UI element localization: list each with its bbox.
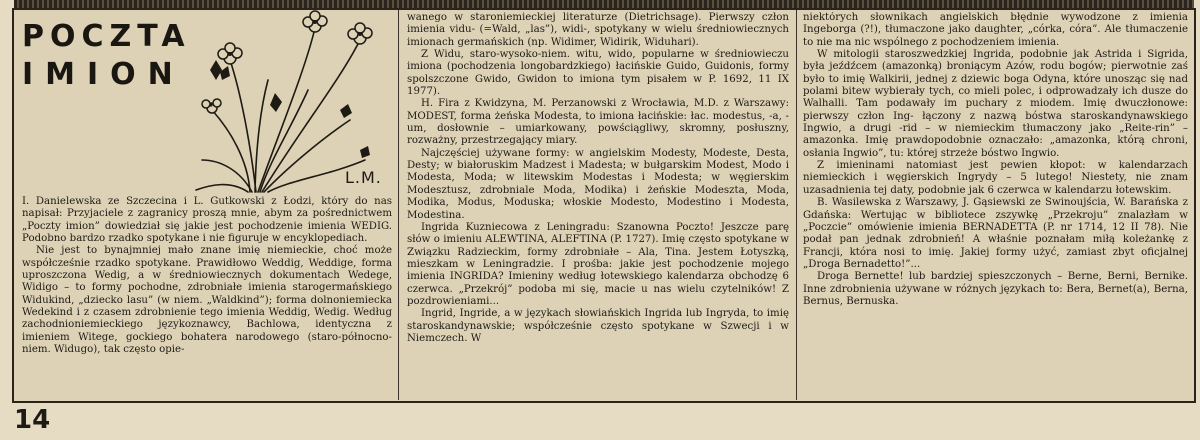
page-number: 14 xyxy=(14,405,51,435)
article-column-1 xyxy=(22,196,392,399)
paragraph: H. Fira z Kwidzyna, M. Perzanowski z Wrocławia, M.D. z Warszawy: MODEST, forma żeńska Modesta, to imiona łacińskie: łac. modestus, -a, -um, dosłownie – umiarkowany, powściągliwy, skromny, posłuszny, rozważny, przestrzegający miary. xyxy=(407,98,789,147)
paragraph: wanego w staroniemieckiej literaturze (Dietrichsage). Pierwszy człon imienia vidu- (=Wald, „las”), widi-, spotykany w wielu średniowiecznych imionach germańskich (np. Widimer, Widirik, Widuhari). xyxy=(407,12,789,48)
paragraph: I. Danielewska ze Szczecina i L. Gutkowski z Łodzi, który do nas napisał: Przyjaciele z zagranicy proszą mnie, abym za pośrednictwem „Poczty imion” dowiedział się jakie jest pochodzenie imienia WEDIG. Podobno bardzo rzadko spotykane i nie figuruje w encyklopediach. xyxy=(22,196,392,245)
paragraph: W mitologii staroszwedzkiej Ingrida, podobnie jak Astrida i Sigrida, była jeźdźcem (amazonką) broniącym Azów, rodu bogów; pierwotnie zaś było to imię Walkirii, jednej z dziewic boga Odyna, które unosząc się nad polami bitew wybierały tych, co mieli polec, i odprowadzały ich dusze do Walhalli. Tam podawały im puchary z miodem. Imię dwuczłonowe: pierwszy człon Ing- łączony z nazwą bóstwa staroskandynawskiego Ingwio, a drugi -rid – w niemieckim tłumaczony jako „Reite-rin” – amazonka. Imię prawdopodobnie oznaczało: „amazonka, którą chroni, osłania Ingwio”, tu: której strzeże bóstwo Ingwio. xyxy=(803,49,1188,159)
paragraph: Z imieninami natomiast jest pewien kłopot: w kalendarzach niemieckich i węgierskich Ingrydy – 5 lutego! Niestety, nie znam uzasadnienia tej daty, podobnie jak 6 czerwca w kalendarzu łotewskim. xyxy=(803,160,1188,196)
paragraph: B. Wasilewska z Warszawy, J. Gąsiewski ze Swinoujścia, W. Barańska z Gdańska: Wertując w bibliotece zszywkę „Przekroju” znalazłam w „Poczcie” omówienie imienia BERNADETTA (P. nr 1714, 12 II 78). Nie podał pan jednak zdrobnień! A właśnie poznałam miłą koleżankę z Francji, która nosi to imię. Jakiej formy użyć, zamiast zbyt oficjalnej „Droga Bernadetto!”... xyxy=(803,197,1188,270)
article-column-3 xyxy=(803,12,1188,400)
column-divider xyxy=(398,10,399,400)
paragraph: Z Widu, staro-wysoko-niem. witu, wido, popularne w średniowieczu imiona (pochodzenia longobardzkiego) łacińskie Guido, Guidonis, formy spolszczone Gwido, Gwidon to imiona tym pisałem w P. 1692, 11 IX 1977). xyxy=(407,49,789,98)
title-line-2: IMION xyxy=(22,57,185,92)
paragraph: Ingrida Kuzniecowa z Leningradu: Szanowna Poczto! Jeszcze parę słów o imieniu ALEWTINA, ALEFTINA (P. 1727). Imię często spotykane w Związku Radzieckim, formy zdrobniałe – Ala, Tina. Jestem Łotyszką, mieszkam w Leningradzie. I prośba: jakie jest pochodzenie mojego imienia INGRIDA? Imieniny według łotewskiego kalendarza obchodzę 6 czerwca. „Przekrój” podoba mi się, macie u nas wielu czytelników! Z pozdrowieniami... xyxy=(407,221,789,307)
paragraph: niektórych słownikach angielskich błędnie wywodzone z imienia Ingeborga (?!), tłumaczone jako daughter, „córka, córa”. Ale tłumaczenie to nie ma nic wspólnego z pochodzeniem imienia. xyxy=(803,12,1188,48)
paragraph: Nie jest to bynajmniej mało znane imię niemieckie, choć może współcześnie rzadko spotykane. Prawidłowo Weddig, Weddige, forma uproszczona Wedig, a w średniowiecznych dokumentach Wedege, Widigo – to formy pochodne, zdrobniałe imienia starogermańskiego Widukind, „dziecko lasu” (w niem. „Waldkind”); forma dolnoniemiecka Wedekind i z czasem zdrobnienie tego imienia Weddig, Wedig. Według zachodnioniemieckiego językoznawcy, Bachlowa, identyczna z imieniem Witege, gockiego bohatera narodowego (staro-północno-niem. Widugo), tak często opie- xyxy=(22,245,392,356)
paragraph: Ingrid, Ingride, a w językach słowiańskich Ingrida lub Ingryda, to imię staroskandynawskie; współcześnie często spotykane w Szwecji i w Niemczech. W xyxy=(407,308,789,344)
column-divider xyxy=(796,10,797,400)
column-title xyxy=(22,18,191,94)
article-column-2 xyxy=(407,12,789,400)
author-signature: L.M. xyxy=(345,168,382,187)
paragraph: Droga Bernette! lub bardziej spieszczonych – Berne, Berni, Bernike. Inne zdrobnienia używane w różnych językach to: Bera, Bernet(a), Berna, Bernus, Bernuska. xyxy=(803,271,1188,307)
paragraph: Najczęściej używane formy: w angielskim Modesty, Modeste, Desta, Desty; w białoruskim Madzest i Madesta; w bułgarskim Modest, Modo i Modesta, Moda; w litewskim Modestas i Modesta; w węgierskim Modesztusz, zdrobniale Moda, Modika) i żeńskie Modeszta, Moda, Modika, Modus, Moduska; włoskie Modesto, Modestino i Modesta, Modestina. xyxy=(407,147,789,221)
title-line-1: POCZTA xyxy=(22,19,191,54)
